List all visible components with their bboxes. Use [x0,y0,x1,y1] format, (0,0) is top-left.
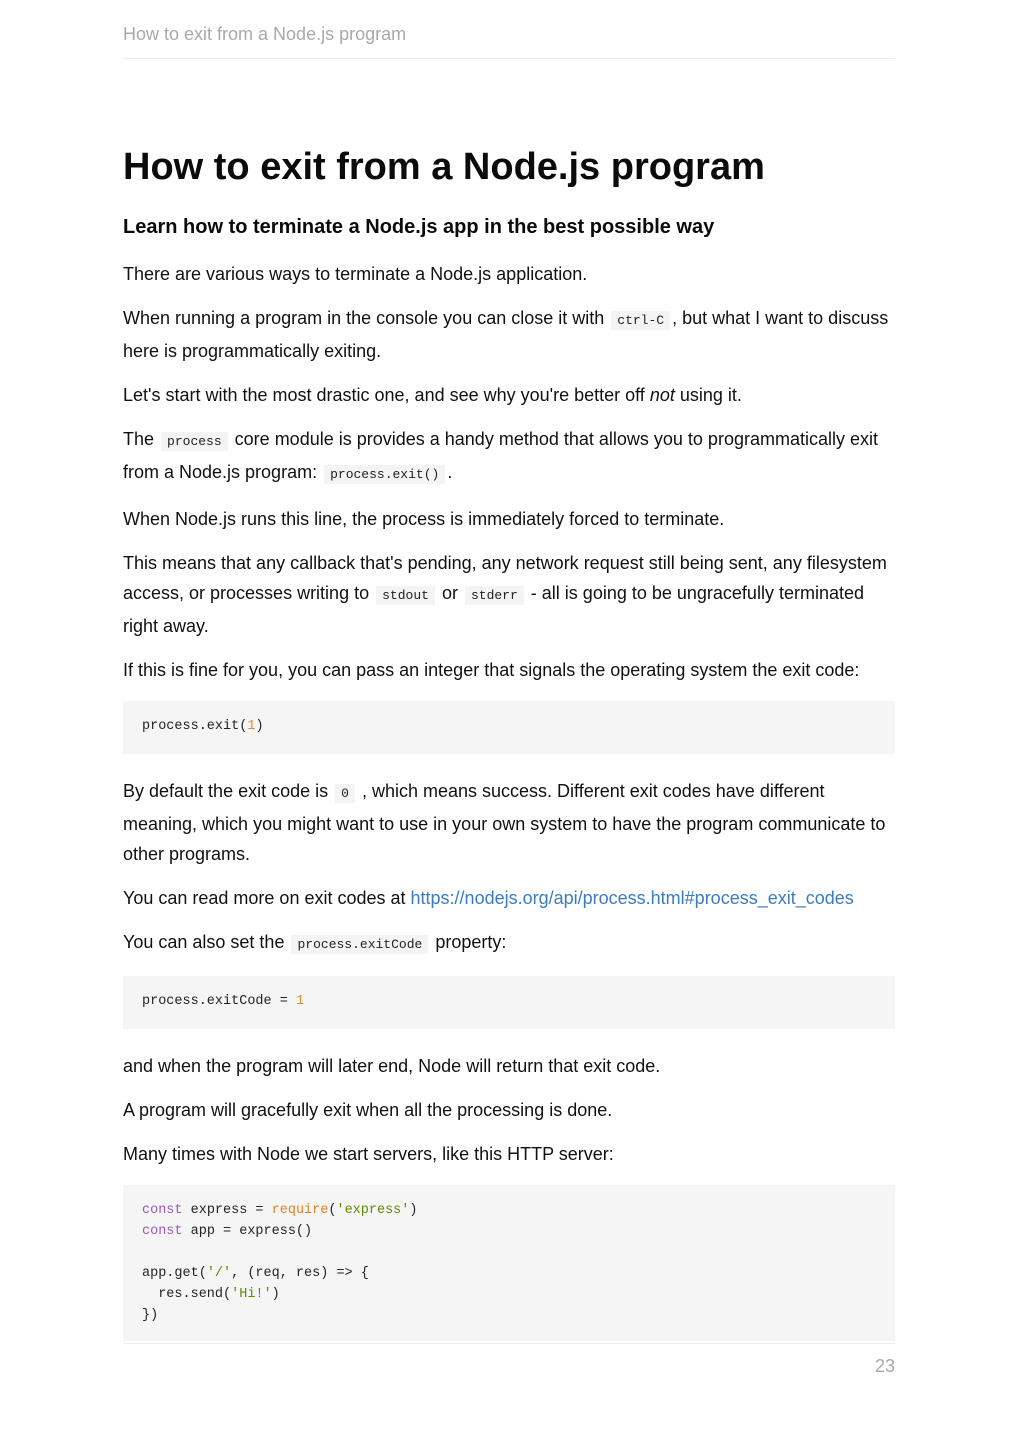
running-header: How to exit from a Node.js program [123,24,407,44]
paragraph: This means that any callback that's pending, any network request still being sent, any filesystem access, or processes writing to stdout or stderr - all is going to be ungracefully terminated right away. [123,553,887,636]
code-block: const express = require('express') const app = express() app.get('/', (req, res) => { res.send('Hi!') }) [123,1185,895,1341]
inline-code: process [161,432,228,451]
paragraph: A program will gracefully exit when all the processing is done. [123,1100,613,1120]
inline-code: 0 [335,784,355,803]
paragraph: When running a program in the console you can close it with ctrl-C , but what I want to discuss here is programmatically exiting. [123,308,889,361]
paragraph: You can read more on exit codes at https://nodejs.org/api/process.html#process_exit_codes [123,888,854,908]
exit-codes-link[interactable]: https://nodejs.org/api/process.html#process_exit_codes [410,888,854,908]
page-number: 23 [874,1356,895,1376]
paragraph: Let's start with the most drastic one, and see why you're better off not using it. [123,385,742,405]
inline-code: ctrl-C [611,311,670,330]
article-body [123,140,895,1341]
paragraph: By default the exit code is 0 , which means success. Different exit codes have different meaning, which you might want to use in your own system to have the program communicate to other programs. [123,781,886,864]
paragraph: You can also set the process.exitCode property: [123,932,507,952]
inline-code: stderr [465,586,524,605]
code-block: process.exit(1) [123,701,895,754]
code-block: process.exitCode = 1 [123,976,895,1029]
header-divider [123,58,895,59]
inline-code: process.exit() [324,465,445,484]
inline-code: stdout [376,586,435,605]
emphasis: not [649,385,675,405]
paragraph: The process core module is provides a handy method that allows you to programmatically exit from a Node.js program: process.exit() . [123,429,878,482]
paragraph: If this is fine for you, you can pass an integer that signals the operating system the exit code: [123,660,860,680]
article-subtitle: Learn how to terminate a Node.js app in the best possible way [123,216,715,238]
paragraph: and when the program will later end, Node will return that exit code. [123,1056,661,1076]
paragraph: There are various ways to terminate a Node.js application. [123,264,588,284]
footer-divider [123,1343,895,1344]
article-title: How to exit from a Node.js program [123,146,765,188]
inline-code: process.exitCode [291,935,428,954]
paragraph: Many times with Node we start servers, like this HTTP server: [123,1144,614,1164]
paragraph: When Node.js runs this line, the process is immediately forced to terminate. [123,509,725,529]
